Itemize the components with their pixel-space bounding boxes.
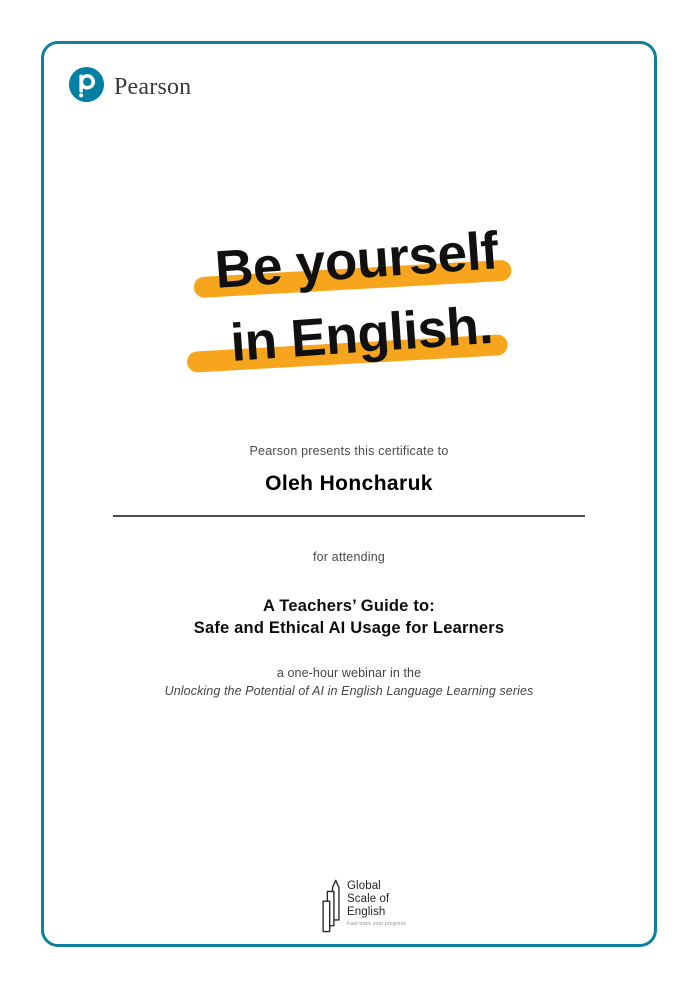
series-line1: a one-hour webinar in the <box>276 666 422 680</box>
pearson-logo <box>68 66 191 108</box>
gse-tagline: Fast-track your progress <box>347 920 406 927</box>
pearson-wordmark: Pearson <box>114 73 192 100</box>
gse-logo <box>59 877 669 938</box>
presents-line: Pearson presents this certificate to <box>249 444 449 458</box>
series-line2: Unlocking the Potential of AI in English Language Learning series <box>164 684 534 699</box>
headline <box>50 203 669 393</box>
gse-line2: Scale of <box>347 892 390 905</box>
certificate-card <box>41 41 657 947</box>
series-description <box>44 664 654 700</box>
course-title <box>44 596 654 640</box>
course-title-line1: A Teachers’ Guide to: <box>263 597 435 615</box>
attending-label: for attending <box>312 550 386 564</box>
gse-line3: English <box>347 905 386 918</box>
recipient-name: Oleh Honcharuk <box>265 472 433 495</box>
global-scale-of-english-icon <box>322 877 342 938</box>
headline-line2: in English. <box>228 289 495 381</box>
pearson-p-icon <box>68 66 105 108</box>
gse-logo-text <box>347 880 406 927</box>
headline-line1: Be yourself <box>213 214 501 308</box>
name-underline <box>113 515 585 517</box>
gse-line1: Global <box>347 880 381 892</box>
course-title-line2: Safe and Ethical AI Usage for Learners <box>193 618 505 637</box>
